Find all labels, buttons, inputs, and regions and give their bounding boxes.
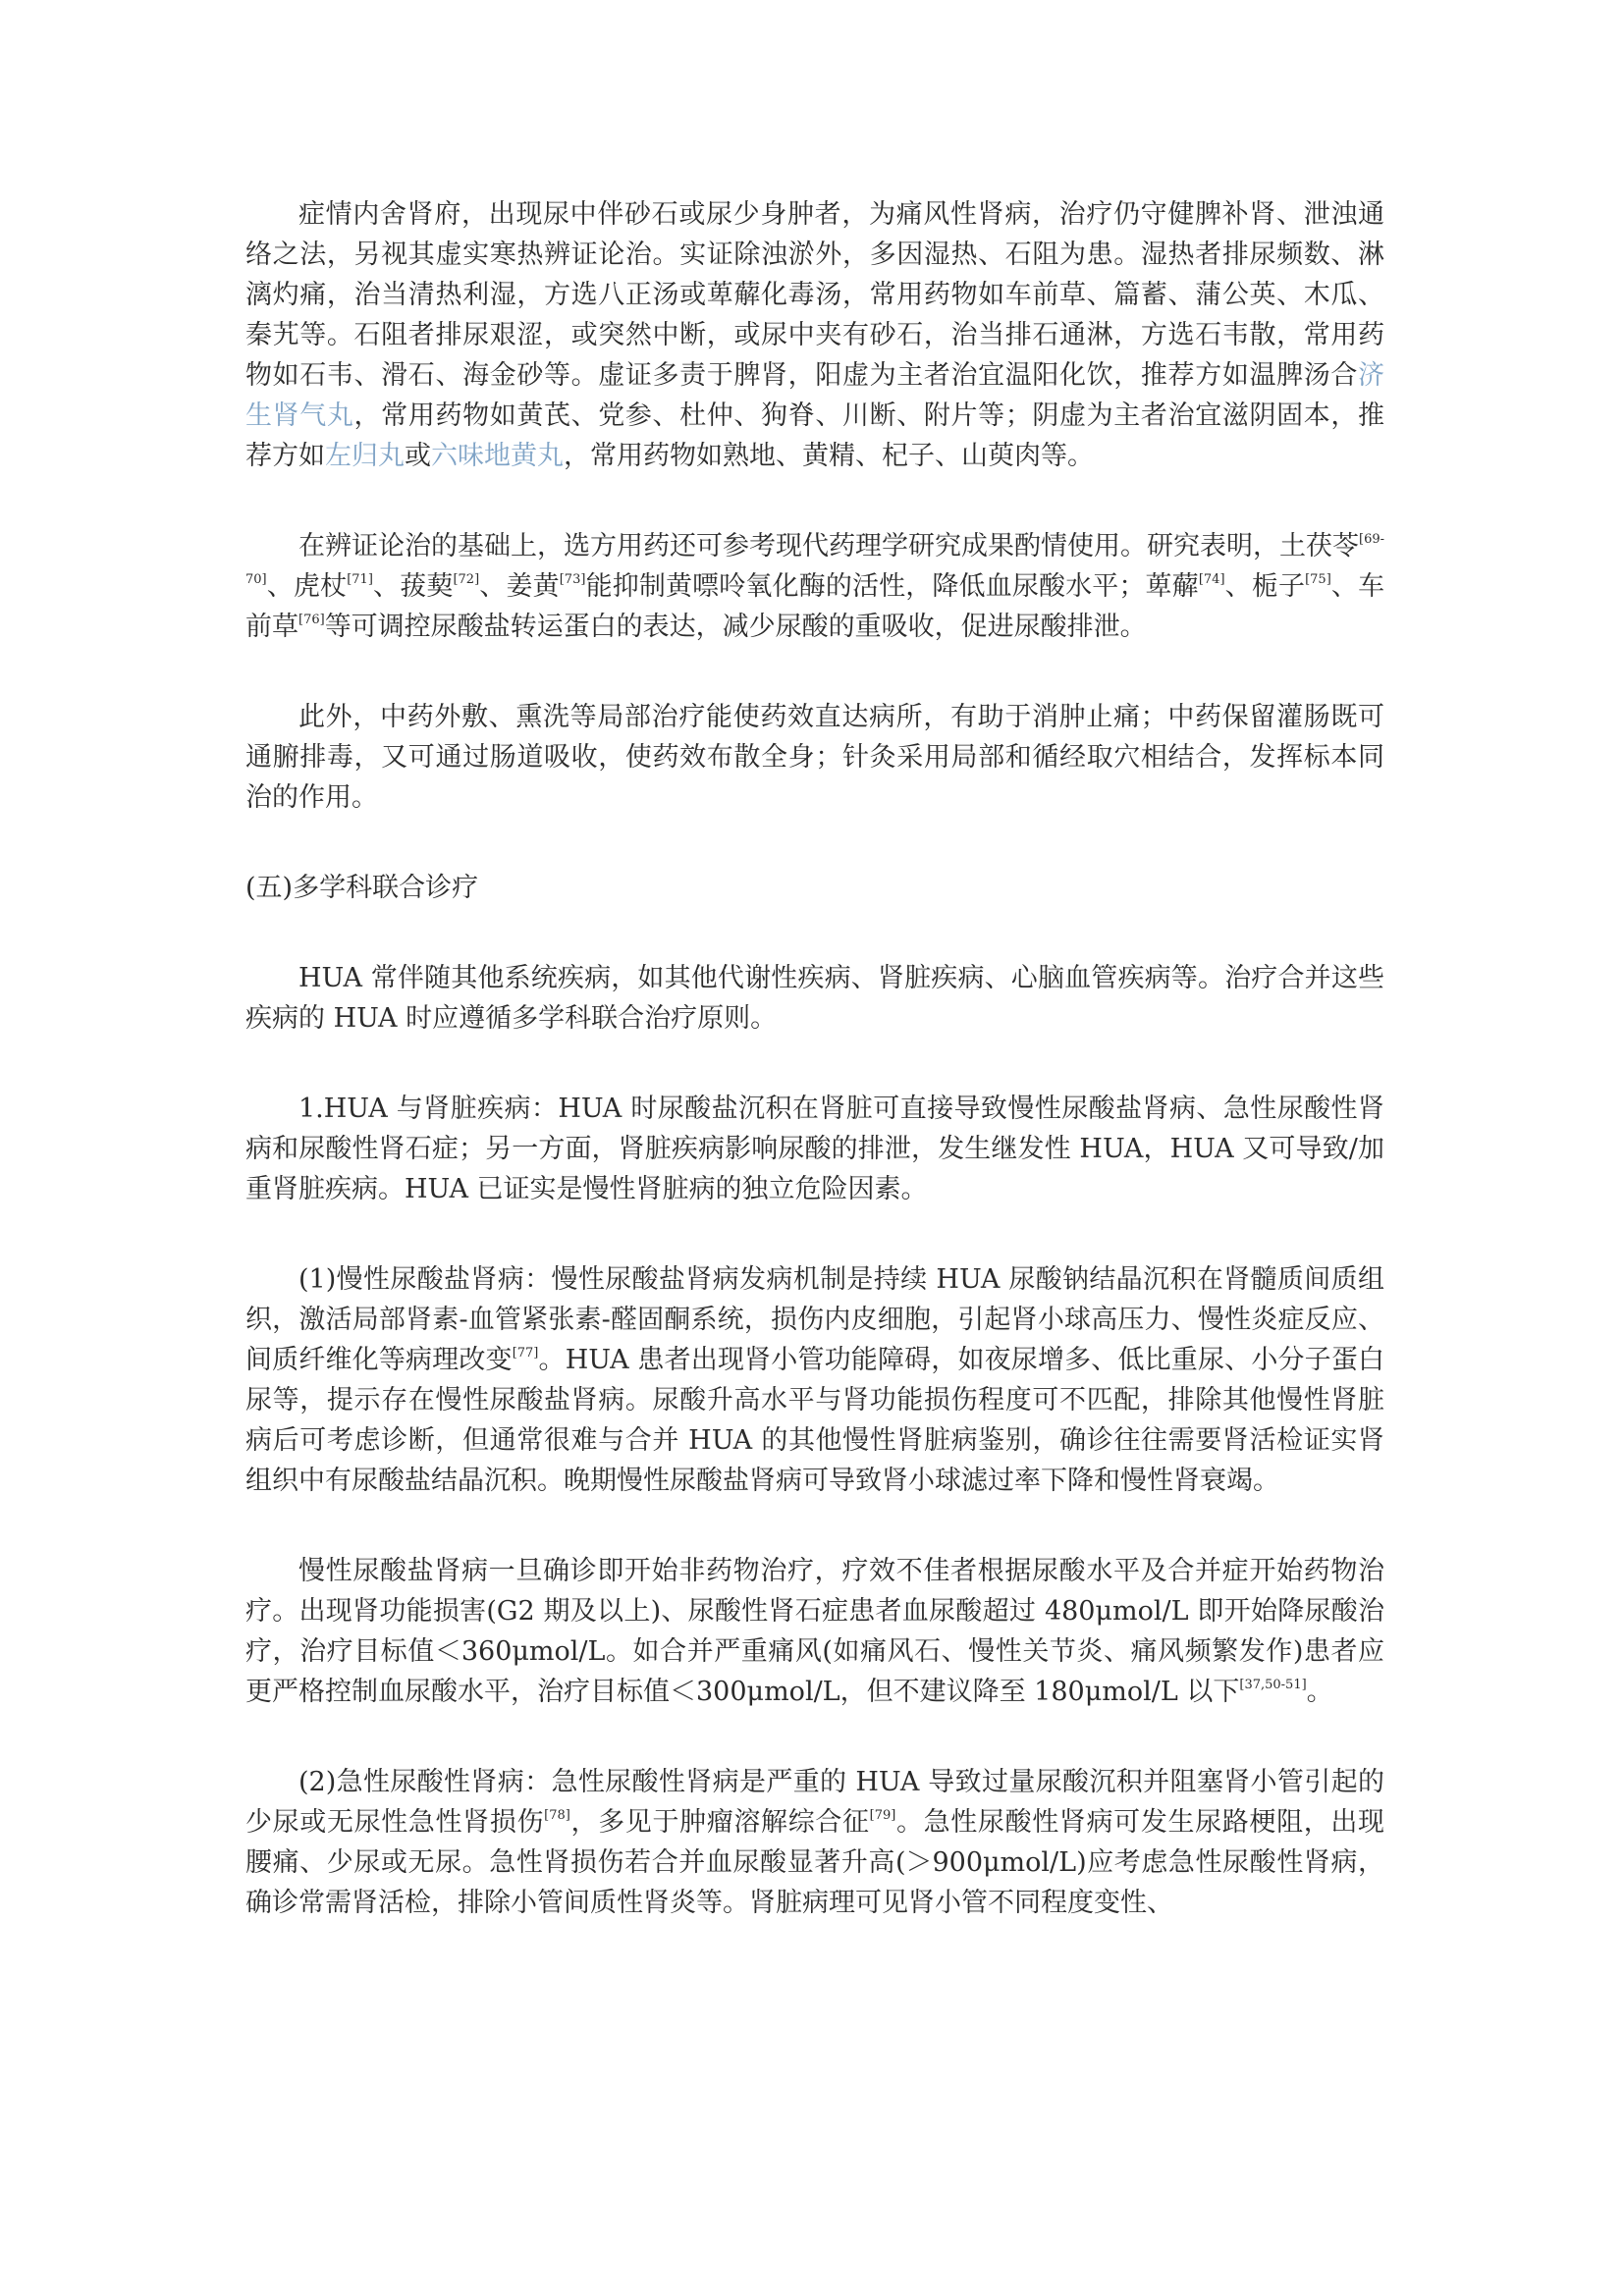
paragraph-external-treatment: 此外，中药外敷、熏洗等局部治疗能使药效直达病所，有助于消肿止痛；中药保留灌肠既可通腑排毒，又可通过肠道吸收，使药效布散全身；针灸采用局部和循经取穴相结合，发挥标本同治的作用。 bbox=[245, 702, 1384, 813]
text-run: (1)慢性尿酸盐肾病：慢性尿酸盐肾病发病机制是持续 HUA 尿酸钠结晶沉积在肾髓质间质组织，激活局部肾素-血管紧张素-醛固酮系统，损伤内皮细胞，引起肾小球高压力、慢性炎症反应、间质纤维化等病理改变 bbox=[245, 1264, 1384, 1375]
text-run: 、车前草 bbox=[245, 571, 1385, 642]
paragraph-hua-kidney-disease: 1.HUA 与肾脏疾病：HUA 时尿酸盐沉积在肾脏可直接导致慢性尿酸盐肾病、急性尿酸性肾病和尿酸性肾石症；另一方面，肾脏疾病影响尿酸的排泄，发生继发性 HUA，HUA 又可导致/加重肾脏疾病。HUA 已证实是慢性肾脏病的独立危险因素。 bbox=[245, 1094, 1384, 1204]
citation-ref: [75] bbox=[1305, 572, 1331, 587]
text-run: 、姜黄 bbox=[479, 571, 560, 602]
text-run: 慢性尿酸盐肾病一旦确诊即开始非药物治疗，疗效不佳者根据尿酸水平及合并症开始药物治疗。出现肾功能损害(G2 期及以上)、尿酸性肾石症患者血尿酸超过 480μmol/L 即开始降尿酸治疗，治疗目标值＜360μmol/L。如合并严重痛风(如痛风石、慢性关节炎、痛风频繁发作)患者应更严格控制血尿酸水平，治疗目标值＜300μmol/L，但不建议降至 180μmol/L 以下 bbox=[245, 1556, 1384, 1707]
link-zuogui-wan[interactable]: 左归丸 bbox=[325, 441, 405, 471]
citation-ref: [76] bbox=[298, 613, 325, 627]
document-body bbox=[245, 194, 1384, 1973]
text-run: (2)急性尿酸性肾病：急性尿酸性肾病是严重的 HUA 导致过量尿酸沉积并阻塞肾小管引起的少尿或无尿性急性肾损伤 bbox=[245, 1767, 1384, 1838]
paragraph-chronic-urate-nephropathy bbox=[245, 1259, 1384, 1501]
citation-ref: [78] bbox=[544, 1808, 570, 1823]
paragraph-gout-nephropathy-tcm bbox=[245, 194, 1384, 476]
link-jisheng-shenqi-wan[interactable]: 济生肾气丸 bbox=[245, 360, 1384, 431]
text-run: 症情内舍肾府，出现尿中伴砂石或尿少身肿者，为痛风性肾病，治疗仍守健脾补肾、泄浊通络之法，另视其虚实寒热辨证论治。实证除浊淤外，多因湿热、石阻为患。湿热者排尿频数、淋漓灼痛，治当清热利湿，方选八正汤或萆薢化毒汤，常用药物如车前草、篇蓄、蒲公英、木瓜、秦艽等。石阻者排尿艰涩，或突然中断，或尿中夹有砂石，治当排石通淋，方选石韦散，常用药物如石韦、滑石、海金砂等。虚证多责于脾肾，阳虚为主者治宜温阳化饮，推荐方如温脾汤合 bbox=[245, 199, 1384, 391]
text-run: 能抑制黄嘌呤氧化酶的活性，降低血尿酸水平；萆薢 bbox=[585, 571, 1199, 602]
citation-ref: [79] bbox=[869, 1808, 896, 1823]
citation-ref: [77] bbox=[512, 1346, 539, 1361]
text-run: 、虎杖 bbox=[266, 571, 348, 602]
text-run: ，常用药物如熟地、黄精、杞子、山萸肉等。 bbox=[564, 441, 1094, 471]
text-run: 。急性尿酸性肾病可发生尿路梗阻，出现腰痛、少尿或无尿。急性肾损伤若合并血尿酸显著升高(＞900μmol/L)应考虑急性尿酸性肾病，确诊常需肾活检，排除小管间质性肾炎等。肾脏病理可见肾小管不同程度变性、 bbox=[245, 1807, 1385, 1918]
citation-ref: [69-70] bbox=[245, 532, 1385, 587]
link-liuwei-dihuang-wan[interactable]: 六味地黄丸 bbox=[431, 441, 564, 471]
citation-ref: [74] bbox=[1198, 572, 1225, 587]
text-run: 或 bbox=[405, 441, 431, 471]
text-run: 、栀子 bbox=[1224, 571, 1306, 602]
paragraph-acute-uric-acid-nephropathy bbox=[245, 1762, 1384, 1923]
section-heading: (五)多学科联合诊疗 bbox=[245, 873, 479, 903]
text-run: 、菝葜 bbox=[372, 571, 454, 602]
text-run: ，多见于肿瘤溶解综合征 bbox=[569, 1807, 870, 1838]
paragraph-hua-comorbidities: HUA 常伴随其他系统疾病，如其他代谢性疾病、肾脏疾病、心脑血管疾病等。治疗合并这些疾病的 HUA 时应遵循多学科联合治疗原则。 bbox=[245, 963, 1384, 1034]
citation-ref: [71] bbox=[347, 572, 373, 587]
paragraph-pharmacology bbox=[245, 526, 1384, 647]
paragraph-chronic-urate-treatment bbox=[245, 1551, 1384, 1712]
text-run: ，常用药物如黄芪、党参、杜仲、狗脊、川断、附片等；阴虚为主者治宜滋阴固本，推荐方如 bbox=[245, 400, 1385, 471]
text-run: 。HUA 患者出现肾小管功能障碍，如夜尿增多、低比重尿、小分子蛋白尿等，提示存在慢性尿酸盐肾病。尿酸升高水平与肾功能损伤程度可不匹配，排除其他慢性肾脏病后可考虑诊断，但通常很难与合并 HUA 的其他慢性肾脏病鉴别，确诊往往需要肾活检证实肾组织中有尿酸盐结晶沉积。晚期慢性尿酸盐肾病可导致肾小球滤过率下降和慢性肾衰竭。 bbox=[245, 1345, 1384, 1496]
citation-ref: [73] bbox=[559, 572, 586, 587]
citation-ref: [37,50-51] bbox=[1239, 1678, 1307, 1692]
text-run: 等可调控尿酸盐转运蛋白的表达，减少尿酸的重吸收，促进尿酸排泄。 bbox=[324, 612, 1147, 642]
citation-ref: [72] bbox=[453, 572, 480, 587]
text-run: 在辨证论治的基础上，选方用药还可参考现代药理学研究成果酌情使用。研究表明，土茯苓 bbox=[298, 531, 1359, 561]
text-run: 。 bbox=[1306, 1677, 1333, 1707]
